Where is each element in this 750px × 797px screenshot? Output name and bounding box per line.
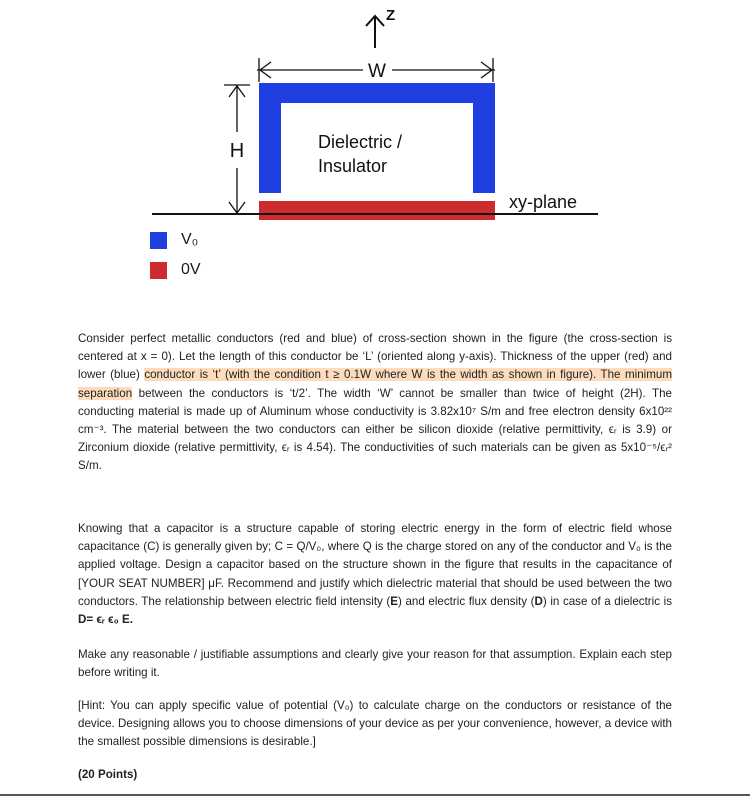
dielectric-label-line1: Dielectric /	[318, 132, 403, 152]
legend-swatch-blue	[150, 232, 167, 249]
highlighted-text: conductor is ‘t’ (with the condition t ≥ 0.1W where W is the width as shown in figure). The minimum separation	[78, 368, 672, 400]
bottom-border	[0, 794, 750, 796]
height-label: H	[229, 140, 245, 162]
problem-paragraph-3: Make any reasonable / justifiable assumptions and clearly give your reason for that assumption. Explain each step before writing it.	[78, 648, 672, 680]
z-axis-label: Z	[386, 7, 396, 24]
xy-plane-label: xy-plane	[509, 192, 578, 212]
legend-item-v0	[150, 231, 198, 249]
dielectric-label-line2: Insulator	[318, 156, 388, 176]
legend-item-0v	[150, 261, 201, 279]
capacitor-cross-section-figure	[0, 0, 750, 300]
width-label: W	[368, 61, 386, 82]
legend-label-v0: V₀	[181, 231, 199, 248]
hint-paragraph: [Hint: You can apply specific value of potential (V₀) to calculate charge on the conductors or resistance of the device. Designing allows you to choose dimensions of your device as per your convenience, however, a device with the smallest possible dimensions is desirable.]	[78, 699, 672, 749]
problem-paragraph-1: Consider perfect metallic conductors (red and blue) of cross-section shown in the figure (the cross-section is centered at x = 0). Let the length of this conductor be ‘L’ (oriented along y-axis). Thickness of the upper (red) and lower (blue) conductor is ‘t’ (with the condition t ≥ 0.1W where W is the width as shown in figure). The minimum separation between the conductors is ‘t/2’. The width ‘W’ cannot be smaller than twice of height (2H). The conducting material is made up of Aluminum whose conductivity is 3.82x10⁷ S/m and free electron density 6x10²² cm⁻³. The material between the two conductors can either be silicon dioxide (relative permittivity, ϵᵣ is 3.9) or Zirconium dioxide (relative permittivity, ϵᵣ is 4.54). The conductivities of such materials can be given as 5x10⁻⁵/ϵᵣ² S/m.	[78, 332, 672, 473]
points-label: (20 Points)	[78, 768, 138, 781]
z-axis-arrow	[366, 16, 384, 48]
problem-paragraph-2: Knowing that a capacitor is a structure capable of storing electric energy in the form of electric field whose capacitance (C) is generally given by; C = Q/V₀, where Q is the charge stored on any of the conductor and V₀ is the applied voltage. Design a capacitor based on the structure shown in the figure that results in the capacitance of [YOUR SEAT NUMBER] μF. Recommend and justify which dielectric material that should be used between the two conductors. The relationship between electric field intensity (E) and electric flux density (D) in case of a dielectric is D= ϵᵣ ϵ₀ E.	[78, 522, 672, 627]
legend-swatch-red	[150, 262, 167, 279]
lower-conductor	[259, 201, 495, 220]
legend-label-0v: 0V	[181, 261, 201, 278]
